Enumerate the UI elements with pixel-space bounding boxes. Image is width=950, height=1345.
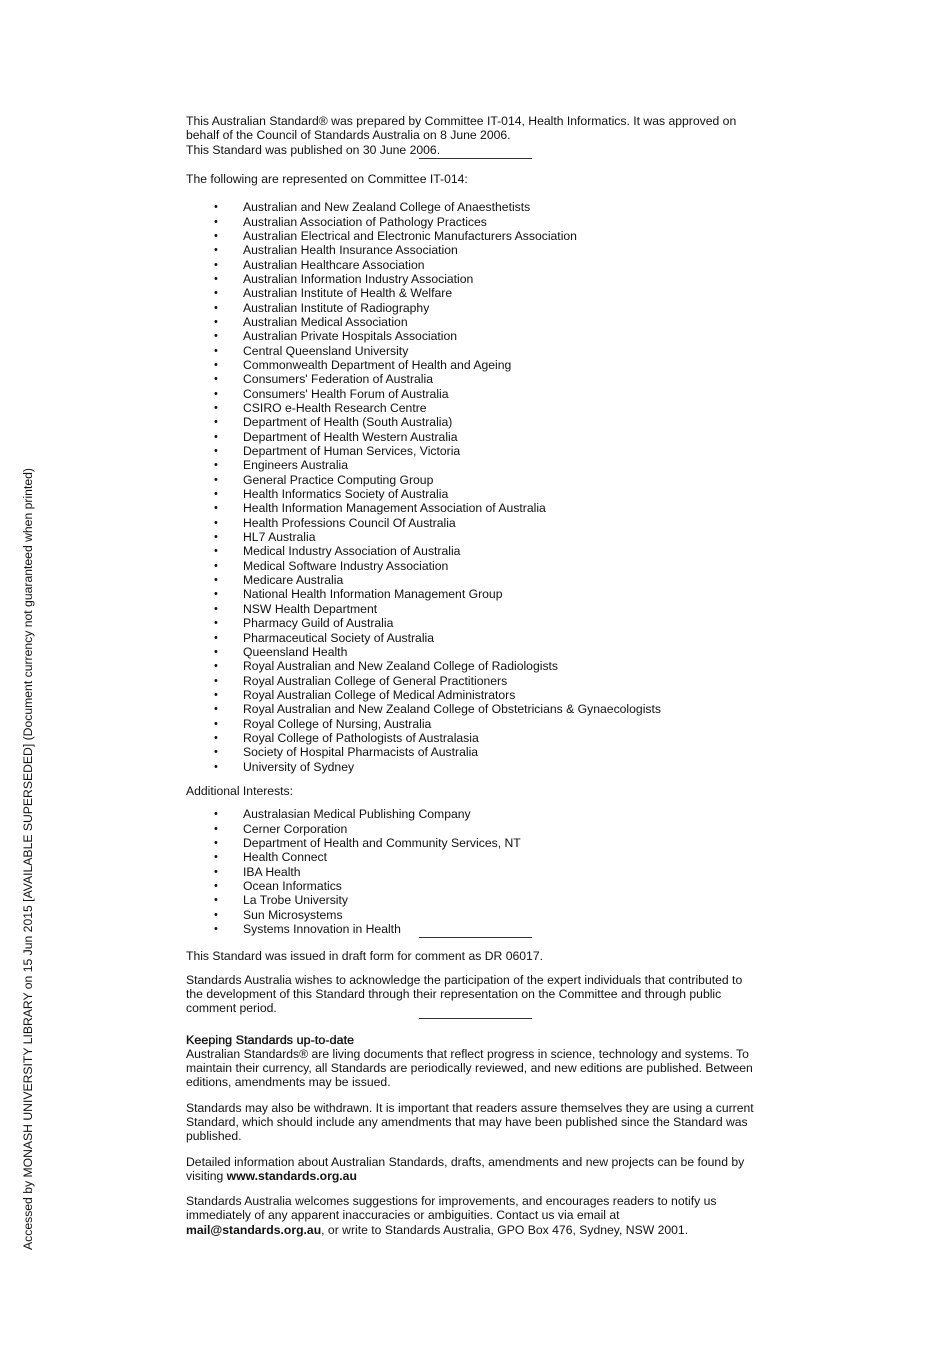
- list-item: [186, 559, 776, 573]
- bullet-icon: •: [214, 330, 218, 343]
- list-item-label: Australian Institute of Radiography: [243, 300, 430, 315]
- list-item-label: Commonwealth Department of Health and Ageing: [243, 357, 512, 372]
- list-item: [186, 473, 776, 487]
- section-divider: [419, 1018, 532, 1019]
- bullet-icon: •: [214, 531, 218, 544]
- list-item: [186, 602, 776, 616]
- list-item-label: NSW Health Department: [243, 601, 378, 616]
- postal-address-text: , or write to Standards Australia, GPO Box 476, Sydney, NSW 2001.: [321, 1222, 689, 1237]
- list-item-label: Pharmaceutical Society of Australia: [243, 630, 435, 645]
- list-item-label: Australian Medical Association: [243, 314, 408, 329]
- list-item: [186, 200, 776, 214]
- bullet-icon: •: [214, 674, 218, 687]
- list-item-label: Systems Innovation in Health: [243, 921, 401, 936]
- bullet-icon: •: [214, 301, 218, 314]
- bullet-icon: •: [214, 731, 218, 744]
- bullet-icon: •: [214, 244, 218, 257]
- list-item-label: Royal Australian and New Zealand College of Obstetricians & Gynaecologists: [243, 702, 661, 717]
- keeping-p4-line-1: Standards Australia welcomes suggestions for improvements, and encourages readers to notify us: [186, 1194, 717, 1209]
- list-item-label: Department of Health (South Australia): [243, 415, 453, 430]
- list-item: [186, 836, 776, 850]
- list-item: [186, 573, 776, 587]
- list-item-label: Australian Healthcare Association: [243, 257, 425, 272]
- bullet-icon: •: [214, 746, 218, 759]
- list-item: [186, 760, 776, 774]
- list-item: [186, 587, 776, 601]
- list-item-label: Medicare Australia: [243, 573, 344, 588]
- list-item: [186, 344, 776, 358]
- list-item-label: Health Information Management Association of Australia: [243, 501, 546, 516]
- keeping-p3-line-2: [186, 1169, 776, 1183]
- list-item-label: CSIRO e-Health Research Centre: [243, 401, 427, 415]
- list-item-label: National Health Information Management Group: [243, 587, 503, 602]
- bullet-icon: •: [214, 373, 218, 386]
- bullet-icon: •: [214, 851, 218, 864]
- list-item: [186, 645, 776, 659]
- list-item: [186, 850, 776, 864]
- list-item-label: Pharmacy Guild of Australia: [243, 616, 394, 631]
- bullet-icon: •: [214, 631, 218, 644]
- list-item-label: Australian Association of Pathology Practices: [243, 214, 487, 229]
- additional-list: [186, 807, 776, 936]
- list-item: [186, 879, 776, 893]
- list-item-label: Royal Australian and New Zealand College of Radiologists: [243, 659, 559, 674]
- bullet-icon: •: [214, 488, 218, 501]
- bullet-icon: •: [214, 402, 218, 414]
- list-item: [186, 616, 776, 630]
- list-item-label: Department of Human Services, Victoria: [243, 444, 461, 459]
- bullet-icon: •: [214, 430, 218, 443]
- keeping-p1-line-3: editions, amendments may be issued.: [186, 1075, 391, 1090]
- bullet-icon: •: [214, 545, 218, 558]
- list-item: [186, 444, 776, 458]
- list-item-label: La Trobe University: [243, 893, 348, 908]
- list-item-label: IBA Health: [243, 864, 301, 879]
- draft-note: This Standard was issued in draft form for comment as DR 06017.: [186, 949, 543, 964]
- list-item: [186, 487, 776, 501]
- list-item: [186, 415, 776, 429]
- list-item-label: Health Informatics Society of Australia: [243, 487, 449, 502]
- bullet-icon: •: [214, 836, 218, 849]
- list-item: [186, 922, 776, 936]
- standards-website-link[interactable]: www.standards.org.au: [226, 1168, 357, 1183]
- bullet-icon: •: [214, 358, 218, 371]
- bullet-icon: •: [214, 459, 218, 472]
- bullet-icon: •: [214, 808, 218, 821]
- keeping-p4-line-2: immediately of any apparent inaccuracies or ambiguities. Contact us via email at: [186, 1208, 620, 1223]
- list-item: [186, 243, 776, 257]
- list-item-label: Consumers' Federation of Australia: [243, 372, 433, 387]
- list-item: [186, 674, 776, 688]
- list-item-label: Australian Institute of Health & Welfare: [243, 286, 453, 301]
- bullet-icon: •: [214, 879, 218, 892]
- list-item: [186, 731, 776, 745]
- list-item: [186, 458, 776, 472]
- list-item-label: Australian Electrical and Electronic Manufacturers Association: [243, 228, 577, 243]
- list-item: [186, 659, 776, 673]
- keeping-p2-line-3: published.: [186, 1129, 242, 1144]
- bullet-icon: •: [214, 473, 218, 486]
- keeping-p2-line-2: Standard, which should include any amendments that may have been published since the Standard was: [186, 1115, 748, 1129]
- represented-heading: The following are represented on Committee IT-014:: [186, 171, 468, 186]
- list-item-label: Australian Health Insurance Association: [243, 243, 458, 258]
- bullet-icon: •: [214, 574, 218, 587]
- list-item: [186, 908, 776, 922]
- list-item-label: Consumers' Health Forum of Australia: [243, 386, 449, 401]
- list-item-label: Royal Australian College of General Practitioners: [243, 673, 508, 688]
- list-item: [186, 372, 776, 386]
- list-item-label: Australasian Medical Publishing Company: [243, 807, 471, 822]
- list-item-label: HL7 Australia: [243, 530, 316, 545]
- list-item-label: Medical Software Industry Association: [243, 558, 449, 573]
- list-item: [186, 430, 776, 444]
- list-item: [186, 272, 776, 286]
- bullet-icon: •: [214, 717, 218, 730]
- bullet-icon: •: [214, 344, 218, 357]
- list-item-label: Central Queensland University: [243, 343, 409, 358]
- bullet-icon: •: [214, 445, 218, 458]
- list-item: [186, 258, 776, 272]
- document-body: [186, 114, 776, 1237]
- bullet-icon: •: [214, 703, 218, 716]
- bullet-icon: •: [214, 201, 218, 214]
- contact-email-link[interactable]: mail@standards.org.au: [186, 1222, 322, 1237]
- list-item-label: Cerner Corporation: [243, 821, 348, 836]
- list-item-label: Ocean Informatics: [243, 878, 342, 893]
- bullet-icon: •: [214, 315, 218, 328]
- keeping-p3-line-1: Detailed information about Australian Standards, drafts, amendments and new projects can be found by: [186, 1154, 745, 1169]
- list-item-label: Medical Industry Association of Australia: [243, 544, 461, 559]
- list-item: [186, 822, 776, 836]
- list-item: [186, 530, 776, 544]
- list-item-label: University of Sydney: [243, 759, 355, 774]
- list-item-label: Department of Health Western Australia: [243, 429, 458, 444]
- keeping-p1-line-1: Australian Standards® are living documents that reflect progress in science, technology and systems. To: [186, 1046, 749, 1061]
- list-item: [186, 516, 776, 530]
- bullet-icon: •: [214, 602, 218, 615]
- keeping-p4-line-3: [186, 1223, 776, 1237]
- list-item-label: Australian Information Industry Association: [243, 271, 474, 286]
- list-item-label: Australian and New Zealand College of Anaesthetists: [243, 200, 531, 215]
- list-item: [186, 215, 776, 229]
- list-item: [186, 745, 776, 759]
- bullet-icon: •: [214, 502, 218, 515]
- section-divider: [419, 937, 532, 938]
- list-item-label: Australian Private Hospitals Association: [243, 329, 458, 344]
- bullet-icon: •: [214, 894, 218, 907]
- list-item-label: Society of Hospital Pharmacists of Australia: [243, 745, 479, 760]
- list-item-label: Royal Australian College of Medical Administrators: [243, 687, 516, 702]
- bullet-icon: •: [214, 387, 218, 400]
- list-item: [186, 893, 776, 907]
- bullet-icon: •: [214, 617, 218, 630]
- list-item-label: Health Connect: [243, 850, 328, 865]
- access-stamp: Accessed by MONASH UNIVERSITY LIBRARY on 15 Jun 2015 [AVAILABLE SUPERSEDED] (Document currency not guaranteed when printed): [21, 468, 35, 1250]
- visiting-text: visiting: [186, 1168, 227, 1183]
- list-item: [186, 358, 776, 372]
- list-item: [186, 329, 776, 343]
- bullet-icon: •: [214, 922, 218, 935]
- acknowledge-line-1: Standards Australia wishes to acknowledge the participation of the expert individuals that contributed to: [186, 972, 743, 987]
- section-divider: [419, 158, 532, 159]
- list-item-label: Queensland Health: [243, 644, 348, 659]
- list-item: [186, 387, 776, 401]
- keeping-p2-line-1: Standards may also be withdrawn. It is important that readers assure themselves they are using a current: [186, 1100, 754, 1115]
- intro-line-1: This Australian Standard® was prepared by Committee IT-014, Health Informatics. It was approved on: [186, 114, 737, 128]
- bullet-icon: •: [214, 215, 218, 228]
- bullet-icon: •: [214, 258, 218, 271]
- intro-line-2: behalf of the Council of Standards Australia on 8 June 2006.: [186, 128, 511, 143]
- list-item: [186, 702, 776, 716]
- bullet-icon: •: [214, 287, 218, 300]
- bullet-icon: •: [214, 516, 218, 529]
- list-item-label: Royal College of Pathologists of Australasia: [243, 730, 479, 745]
- list-item: [186, 631, 776, 645]
- list-item: [186, 717, 776, 731]
- list-item: [186, 688, 776, 702]
- list-item-label: General Practice Computing Group: [243, 472, 434, 487]
- list-item: [186, 865, 776, 879]
- bullet-icon: •: [214, 688, 218, 701]
- list-item-label: Health Professions Council Of Australia: [243, 515, 456, 530]
- bullet-icon: •: [214, 908, 218, 921]
- list-item: [186, 315, 776, 329]
- list-item: [186, 501, 776, 515]
- bullet-icon: •: [214, 416, 218, 429]
- list-item: [186, 807, 776, 821]
- list-item: [186, 544, 776, 558]
- keeping-p1-line-2: maintain their currency, all Standards are periodically reviewed, and new editions are published. Between: [186, 1061, 753, 1076]
- list-item-label: Department of Health and Community Services, NT: [243, 835, 521, 850]
- bullet-icon: •: [214, 660, 218, 673]
- bullet-icon: •: [214, 588, 218, 601]
- list-item: [186, 401, 776, 415]
- acknowledge-line-2: the development of this Standard through their representation on the Committee and through public: [186, 986, 722, 1001]
- list-item-label: Sun Microsystems: [243, 907, 343, 922]
- keeping-heading: Keeping Standards up-to-date: [186, 1032, 355, 1047]
- additional-heading: Additional Interests:: [186, 783, 294, 798]
- intro-line-3: This Standard was published on 30 June 2006.: [186, 142, 441, 157]
- acknowledge-line-3: comment period.: [186, 1001, 277, 1016]
- bullet-icon: •: [214, 272, 218, 285]
- list-item: [186, 301, 776, 315]
- bullet-icon: •: [214, 760, 218, 773]
- list-item: [186, 286, 776, 300]
- list-item-label: Royal College of Nursing, Australia: [243, 716, 432, 731]
- bullet-icon: •: [214, 559, 218, 572]
- represented-list: [186, 200, 776, 774]
- bullet-icon: •: [214, 645, 218, 658]
- bullet-icon: •: [214, 865, 218, 878]
- list-item: [186, 229, 776, 243]
- list-item-label: Engineers Australia: [243, 458, 349, 473]
- bullet-icon: •: [214, 822, 218, 835]
- bullet-icon: •: [214, 229, 218, 242]
